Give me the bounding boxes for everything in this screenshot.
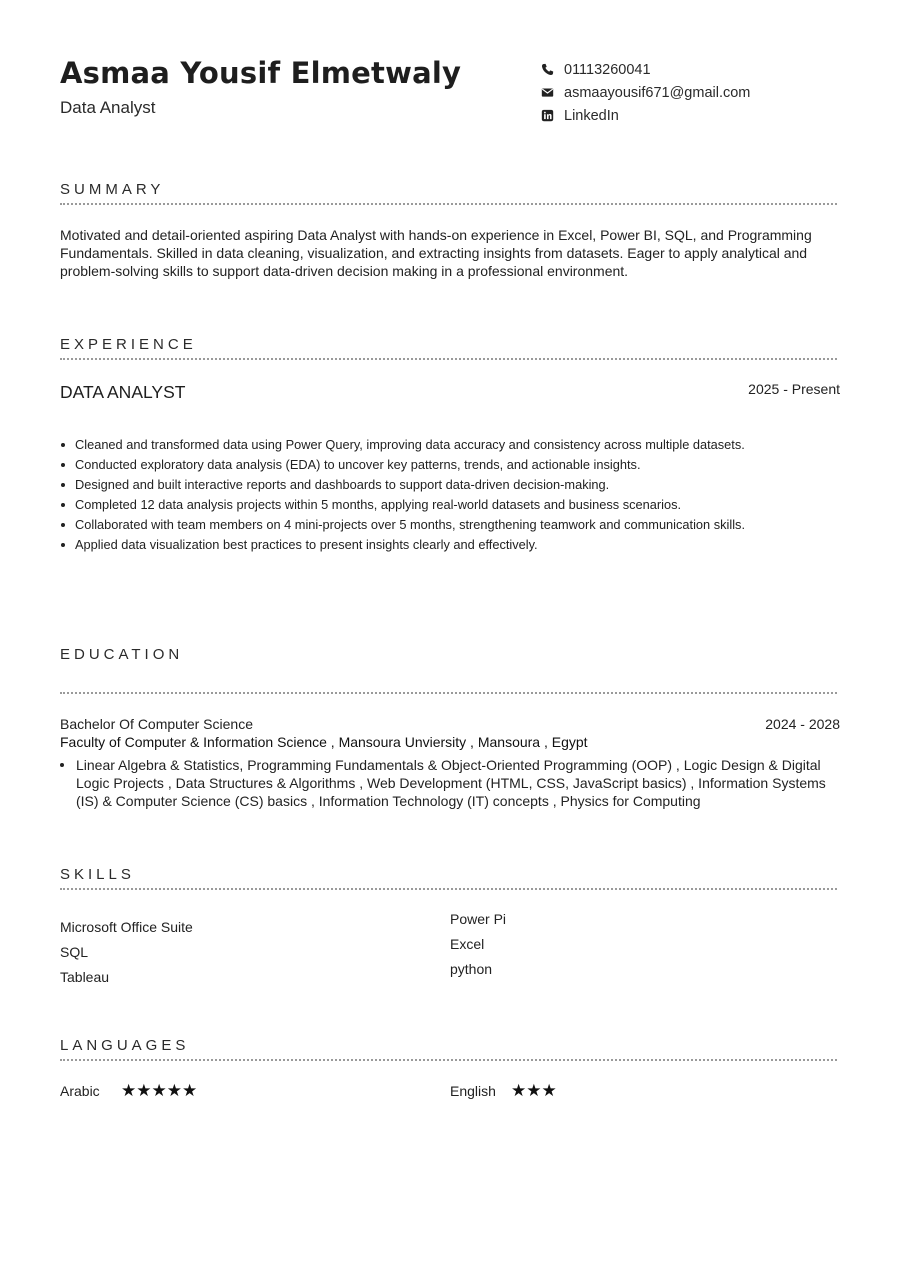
envelope-icon (540, 86, 554, 100)
list-item: Conducted exploratory data analysis (EDA) to uncover key patterns, trends, and actionable insights. (60, 455, 850, 475)
language-english (450, 1081, 557, 1101)
skill-item: SQL (60, 944, 89, 960)
skills-right-column (450, 910, 506, 985)
language-name: English (450, 1083, 496, 1099)
contact-email[interactable] (540, 81, 750, 104)
skills-divider (60, 888, 837, 890)
list-item: Applied data visualization best practices to present insights clearly and effectively. (60, 535, 850, 555)
skills-left-column (60, 918, 193, 993)
star-rating-icon: ★★★★★ (121, 1081, 198, 1101)
email-address[interactable]: asmaayousif671@gmail.com (564, 84, 751, 101)
languages-divider (60, 1059, 837, 1061)
language-arabic (60, 1081, 197, 1101)
summary-heading: SUMMARY (60, 181, 165, 198)
education-dates: 2024 - 2028 (765, 716, 840, 732)
linkedin-icon (540, 109, 554, 123)
contact-phone (540, 58, 750, 81)
skill-item: Tableau (60, 969, 110, 985)
contact-linkedin[interactable] (540, 104, 750, 127)
education-courses: Linear Algebra & Statistics, Programming Fundamentals & Object-Oriented Programming (OOP) , Logic Design & Digital Logic Projects , Data Structures & Algorithms , Web Development (HTML, CSS, JavaScript basics) , Information Systems (IS) & Computer Science (CS) basics , Information Technology (IT) concepts , Physics for Computing (76, 757, 826, 809)
skill-item: Power Pi (450, 911, 507, 927)
phone-icon (540, 63, 554, 77)
experience-divider (60, 358, 837, 360)
phone-number: 01113260041 (564, 61, 651, 78)
bullet-dot (60, 763, 64, 767)
star-rating-icon: ★★★ (511, 1081, 557, 1101)
candidate-name: Asmaa Yousif Elmetwaly (60, 56, 462, 90)
skill-item: Excel (450, 936, 485, 952)
languages-heading: LANGUAGES (60, 1037, 190, 1054)
contact-list (540, 58, 750, 127)
education-heading: EDUCATION (60, 646, 184, 663)
summary-divider (60, 203, 837, 205)
experience-dates: 2025 - Present (748, 381, 840, 397)
skill-item: python (450, 961, 493, 977)
job-title-subtitle: Data Analyst (60, 98, 156, 117)
education-degree: Bachelor Of Computer Science (60, 716, 253, 732)
experience-heading: EXPERIENCE (60, 336, 197, 353)
list-item: Cleaned and transformed data using Power Query, improving data accuracy and consistency across multiple datasets. (60, 435, 850, 455)
education-faculty: Faculty of Computer & Information Science , Mansoura Unviersity , Mansoura , Egypt (60, 734, 588, 750)
list-item: Designed and built interactive reports and dashboards to support data-driven decision-making. (60, 475, 850, 495)
skills-heading: SKILLS (60, 866, 135, 883)
education-divider (60, 692, 837, 694)
linkedin-link[interactable]: LinkedIn (564, 107, 619, 124)
list-item: Collaborated with team members on 4 mini-projects over 5 months, strengthening teamwork and communication skills. (60, 515, 850, 535)
summary-text: Motivated and detail-oriented aspiring Data Analyst with hands-on experience in Excel, Power BI, SQL, and Programming Fundamentals. Skilled in data cleaning, visualization, and extracting insights from datasets. Eager to apply analytical and problem-solving skills to support data-driven decision making in a professional environment. (60, 227, 812, 279)
experience-job-title: DATA ANALYST (60, 382, 186, 402)
language-name: Arabic (60, 1083, 100, 1099)
list-item: Completed 12 data analysis projects within 5 months, applying real-world datasets and business scenarios. (60, 495, 850, 515)
experience-bullets (60, 435, 850, 555)
skill-item: Microsoft Office Suite (60, 919, 193, 935)
